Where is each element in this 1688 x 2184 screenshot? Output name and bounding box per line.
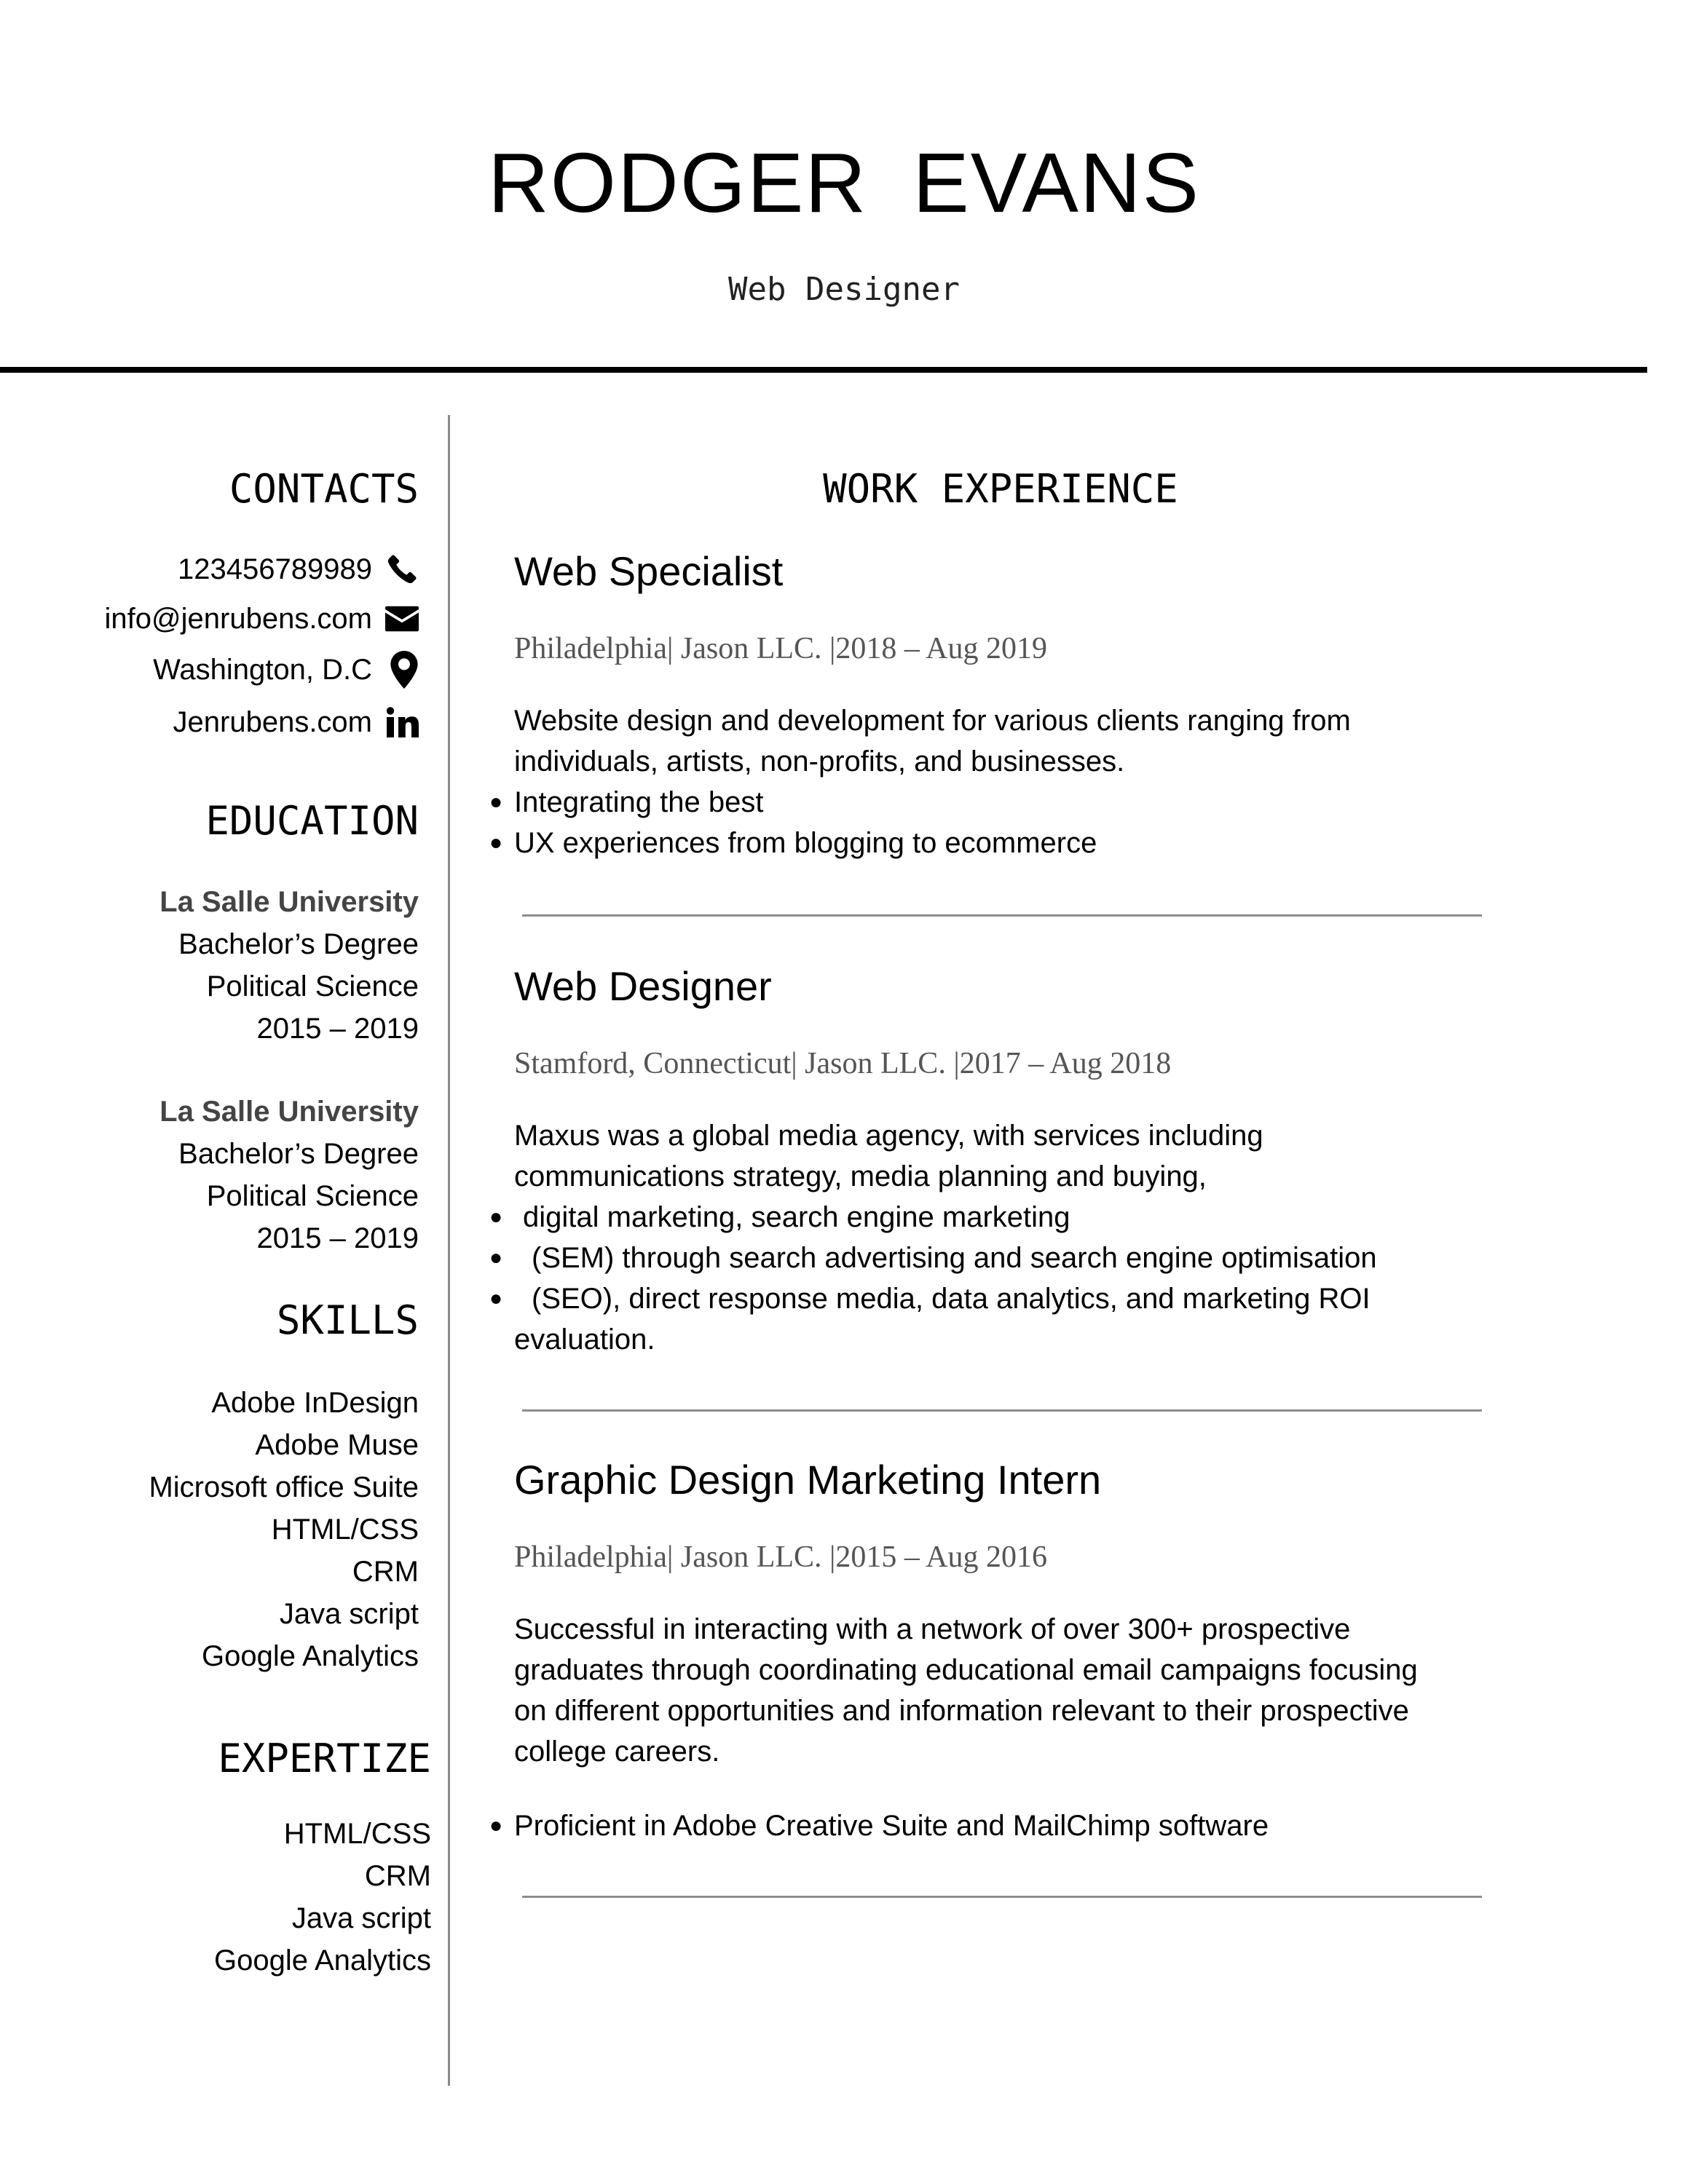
expertize-item: CRM [364,1860,431,1892]
bullet-dot: ● [489,1246,503,1270]
job-title: Web Specialist [514,548,784,594]
job-bullet-text: digital marketing, search engine marketing [523,1201,1070,1233]
contact-website-text[interactable]: Jenrubens.com [173,706,372,738]
job-entry-3 [489,1456,1483,1846]
location-pin-icon [381,652,419,687]
work-experience-heading: WORK EXPERIENCE [823,466,1178,512]
job-description-line: Successful in interacting with a network of over 300+ prospective [514,1613,1351,1645]
skill-item: Google Analytics [202,1640,419,1672]
job-description-line: communications strategy, media planning and buying, [514,1160,1207,1192]
bullet-dot: ● [489,831,503,855]
linkedin-icon [381,705,419,740]
education-entry-1 [159,881,419,1050]
job-entry-1 [489,547,1483,863]
education-field: Political Science [206,1180,419,1212]
bullet-dot: ● [489,790,503,814]
expertize-item: Google Analytics [214,1944,431,1977]
job-separator [522,1409,1482,1412]
education-years: 2015 – 2019 [256,1013,419,1045]
phone-icon [381,552,419,587]
job-bullet-text: Proficient in Adobe Creative Suite and MailChimp software [514,1810,1269,1842]
education-years: 2015 – 2019 [256,1222,419,1254]
email-icon [381,601,419,636]
education-school: La Salle University [159,886,419,918]
bullet-dot: ● [489,1813,503,1837]
expertize-item: HTML/CSS [283,1818,431,1850]
job-title: Graphic Design Marketing Intern [514,1457,1102,1503]
expertize-item: Java script [291,1902,431,1934]
job-separator [522,1896,1482,1898]
job-bullet [489,1238,1483,1278]
skills-heading: SKILLS [276,1297,419,1343]
skill-item: CRM [352,1556,419,1588]
job-entry-2 [489,962,1483,1360]
job-bullet [489,782,1483,823]
job-description-line: Maxus was a global media agency, with services including [514,1120,1263,1152]
job-separator [522,914,1482,917]
contacts-list [105,547,419,751]
bullet-dot: ● [489,1205,503,1229]
job-bullet-text: Integrating the best [514,786,764,818]
contact-phone [105,547,419,591]
header-divider [0,367,1647,373]
skill-item: Microsoft office Suite [149,1471,419,1503]
education-heading: EDUCATION [205,798,419,844]
job-description-line: individuals, artists, non-profits, and businesses. [514,745,1125,778]
contact-email-text[interactable]: info@jenrubens.com [104,603,372,635]
job-description-line: evaluation. [514,1324,655,1356]
job-bullet-text: UX experiences from blogging to ecommerce [514,827,1097,859]
education-school: La Salle University [159,1096,419,1128]
education-degree: Bachelor’s Degree [178,928,419,960]
education-entry-2 [159,1091,419,1259]
candidate-name: RODGER EVANS [487,135,1201,230]
expertize-heading: EXPERTIZE [218,1736,431,1781]
job-bullet [489,823,1483,863]
column-divider [448,415,450,2086]
expertize-list [214,1813,431,1982]
contact-website [105,693,419,751]
bullet-dot: ● [489,1286,503,1310]
skill-item: Adobe InDesign [211,1387,419,1419]
job-description-line: on different opportunities and information relevant to their prospective [514,1695,1409,1727]
job-meta: Philadelphia| Jason LLC. |2015 – Aug 2016 [514,1540,1047,1574]
skills-list [149,1382,419,1677]
skill-item: Adobe Muse [255,1429,419,1461]
skill-item: Java script [279,1598,419,1630]
job-bullet [489,1805,1483,1846]
contact-location [105,646,419,693]
education-degree: Bachelor’s Degree [178,1138,419,1170]
job-title: Web Designer [514,963,772,1009]
contact-location-text: Washington, D.C [153,654,372,686]
job-description-line: Website design and development for various clients ranging from [514,705,1351,737]
job-description-line: college careers. [514,1736,720,1768]
job-bullet-text: (SEO), direct response media, data analytics, and marketing ROI [532,1283,1370,1315]
job-description-line: graduates through coordinating educational email campaigns focusing [514,1654,1418,1686]
contact-email [105,591,419,646]
candidate-title: Web Designer [728,271,960,308]
job-bullet-text: (SEM) through search advertising and search engine optimisation [532,1242,1377,1274]
job-bullet [489,1197,1483,1238]
contacts-heading: CONTACTS [229,466,419,512]
job-meta: Philadelphia| Jason LLC. |2018 – Aug 2019 [514,632,1047,665]
job-bullet [489,1278,1483,1319]
education-field: Political Science [206,970,419,1002]
contact-phone-text[interactable]: 123456789989 [178,553,372,585]
skill-item: HTML/CSS [271,1514,419,1546]
job-meta: Stamford, Connecticut| Jason LLC. |2017 – Aug 2018 [514,1047,1172,1080]
